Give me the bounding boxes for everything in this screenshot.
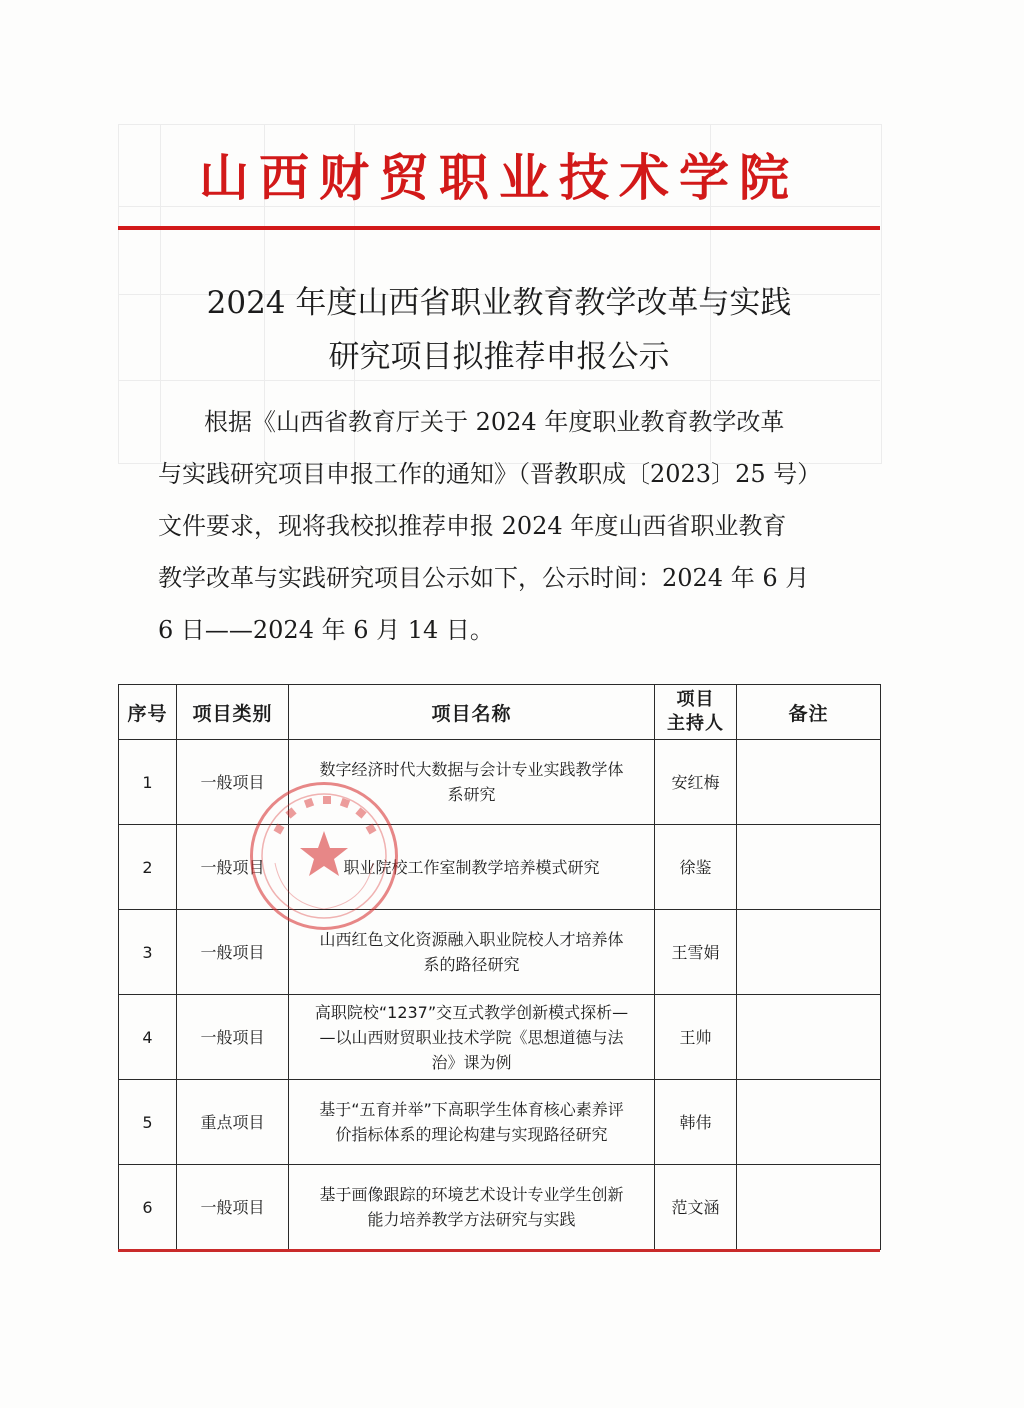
cell-category: 一般项目 <box>177 740 289 825</box>
bottom-red-rule <box>118 1249 880 1252</box>
header-category: 项目类别 <box>177 685 289 740</box>
name-line: 高职院校“1237”交互式教学创新模式探析— <box>314 1002 629 1022</box>
cell-name <box>289 1080 655 1165</box>
cell-host: 范文涵 <box>655 1165 737 1250</box>
cell-category: 一般项目 <box>177 1165 289 1250</box>
name-line: 系研究 <box>447 785 496 804</box>
cell-no: 2 <box>119 825 177 910</box>
cell-category: 一般项目 <box>177 995 289 1080</box>
header-remarks: 备注 <box>737 685 881 740</box>
body-line: 根据《山西省教育厅关于 2024 年度职业教育教学改革 <box>204 408 785 436</box>
institution-letterhead: 山西财贸职业技术学院 <box>199 148 799 207</box>
cell-no: 5 <box>119 1080 177 1165</box>
cell-remarks <box>737 825 881 910</box>
seal-star-icon <box>300 831 348 876</box>
seal-graphic <box>253 785 395 927</box>
cell-host: 王雪娟 <box>655 910 737 995</box>
cell-name <box>289 995 655 1080</box>
name-line: 基于“五育并举”下高职学生体育核心素养评 <box>319 1100 624 1119</box>
cell-remarks <box>737 1165 881 1250</box>
notice-body <box>158 396 858 656</box>
header-host-line-2: 主持人 <box>667 713 724 734</box>
table-row <box>119 1080 881 1165</box>
name-line: 数字经济时代大数据与会计专业实践教学体 <box>319 760 624 779</box>
header-host <box>655 685 737 740</box>
cell-name <box>289 1165 655 1250</box>
table-row <box>119 910 881 995</box>
name-line: 职业院校工作室制教学培养模式研究 <box>343 857 600 877</box>
letterhead-red-rule <box>118 226 880 230</box>
cell-no: 3 <box>119 910 177 995</box>
body-line: 文件要求，现将我校拟推荐申报 2024 年度山西省职业教育 <box>158 512 787 540</box>
name-line: —以山西财贸职业技术学院《思想道德与法 <box>319 1027 624 1047</box>
body-line: 6 日——2024 年 6 月 14 日。 <box>158 616 494 644</box>
name-line: 山西红色文化资源融入职业院校人才培养体 <box>319 930 624 949</box>
projects-table <box>118 684 881 1250</box>
cell-category: 重点项目 <box>177 1080 289 1165</box>
cell-remarks <box>737 995 881 1080</box>
name-line: 治》课为例 <box>431 1052 512 1072</box>
cell-host: 韩伟 <box>655 1080 737 1165</box>
name-line: 价指标体系的理论构建与实现路径研究 <box>335 1125 608 1144</box>
official-seal-stamp <box>250 782 398 930</box>
header-no: 序号 <box>119 685 177 740</box>
table-row <box>119 1165 881 1250</box>
name-line: 系的路径研究 <box>423 955 520 974</box>
cell-host: 安红梅 <box>655 740 737 825</box>
cell-no: 4 <box>119 995 177 1080</box>
body-line: 教学改革与实践研究项目公示如下，公示时间：2024 年 6 月 <box>158 564 810 592</box>
table-row <box>119 825 881 910</box>
cell-host: 王帅 <box>655 995 737 1080</box>
cell-remarks <box>737 1080 881 1165</box>
cell-category: 一般项目 <box>177 910 289 995</box>
notice-title-line-2: 研究项目拟推荐申报公示 <box>328 339 670 375</box>
table-row <box>119 995 881 1080</box>
name-line: 能力培养教学方法研究与实践 <box>367 1210 576 1229</box>
cell-category: 一般项目 <box>177 825 289 910</box>
header-host-line-1: 项目 <box>676 689 715 710</box>
cell-host: 徐鉴 <box>655 825 737 910</box>
table-header-row <box>119 685 881 740</box>
cell-remarks <box>737 740 881 825</box>
body-line: 与实践研究项目申报工作的通知》（晋教职成〔2023〕25 号） <box>158 460 822 488</box>
notice-title-line-1: 2024 年度山西省职业教育教学改革与实践 <box>206 285 792 321</box>
cell-no: 1 <box>119 740 177 825</box>
table-row <box>119 740 881 825</box>
cell-no: 6 <box>119 1165 177 1250</box>
cell-remarks <box>737 910 881 995</box>
name-line: 基于画像跟踪的环境艺术设计专业学生创新 <box>319 1185 624 1204</box>
header-name: 项目名称 <box>289 685 655 740</box>
